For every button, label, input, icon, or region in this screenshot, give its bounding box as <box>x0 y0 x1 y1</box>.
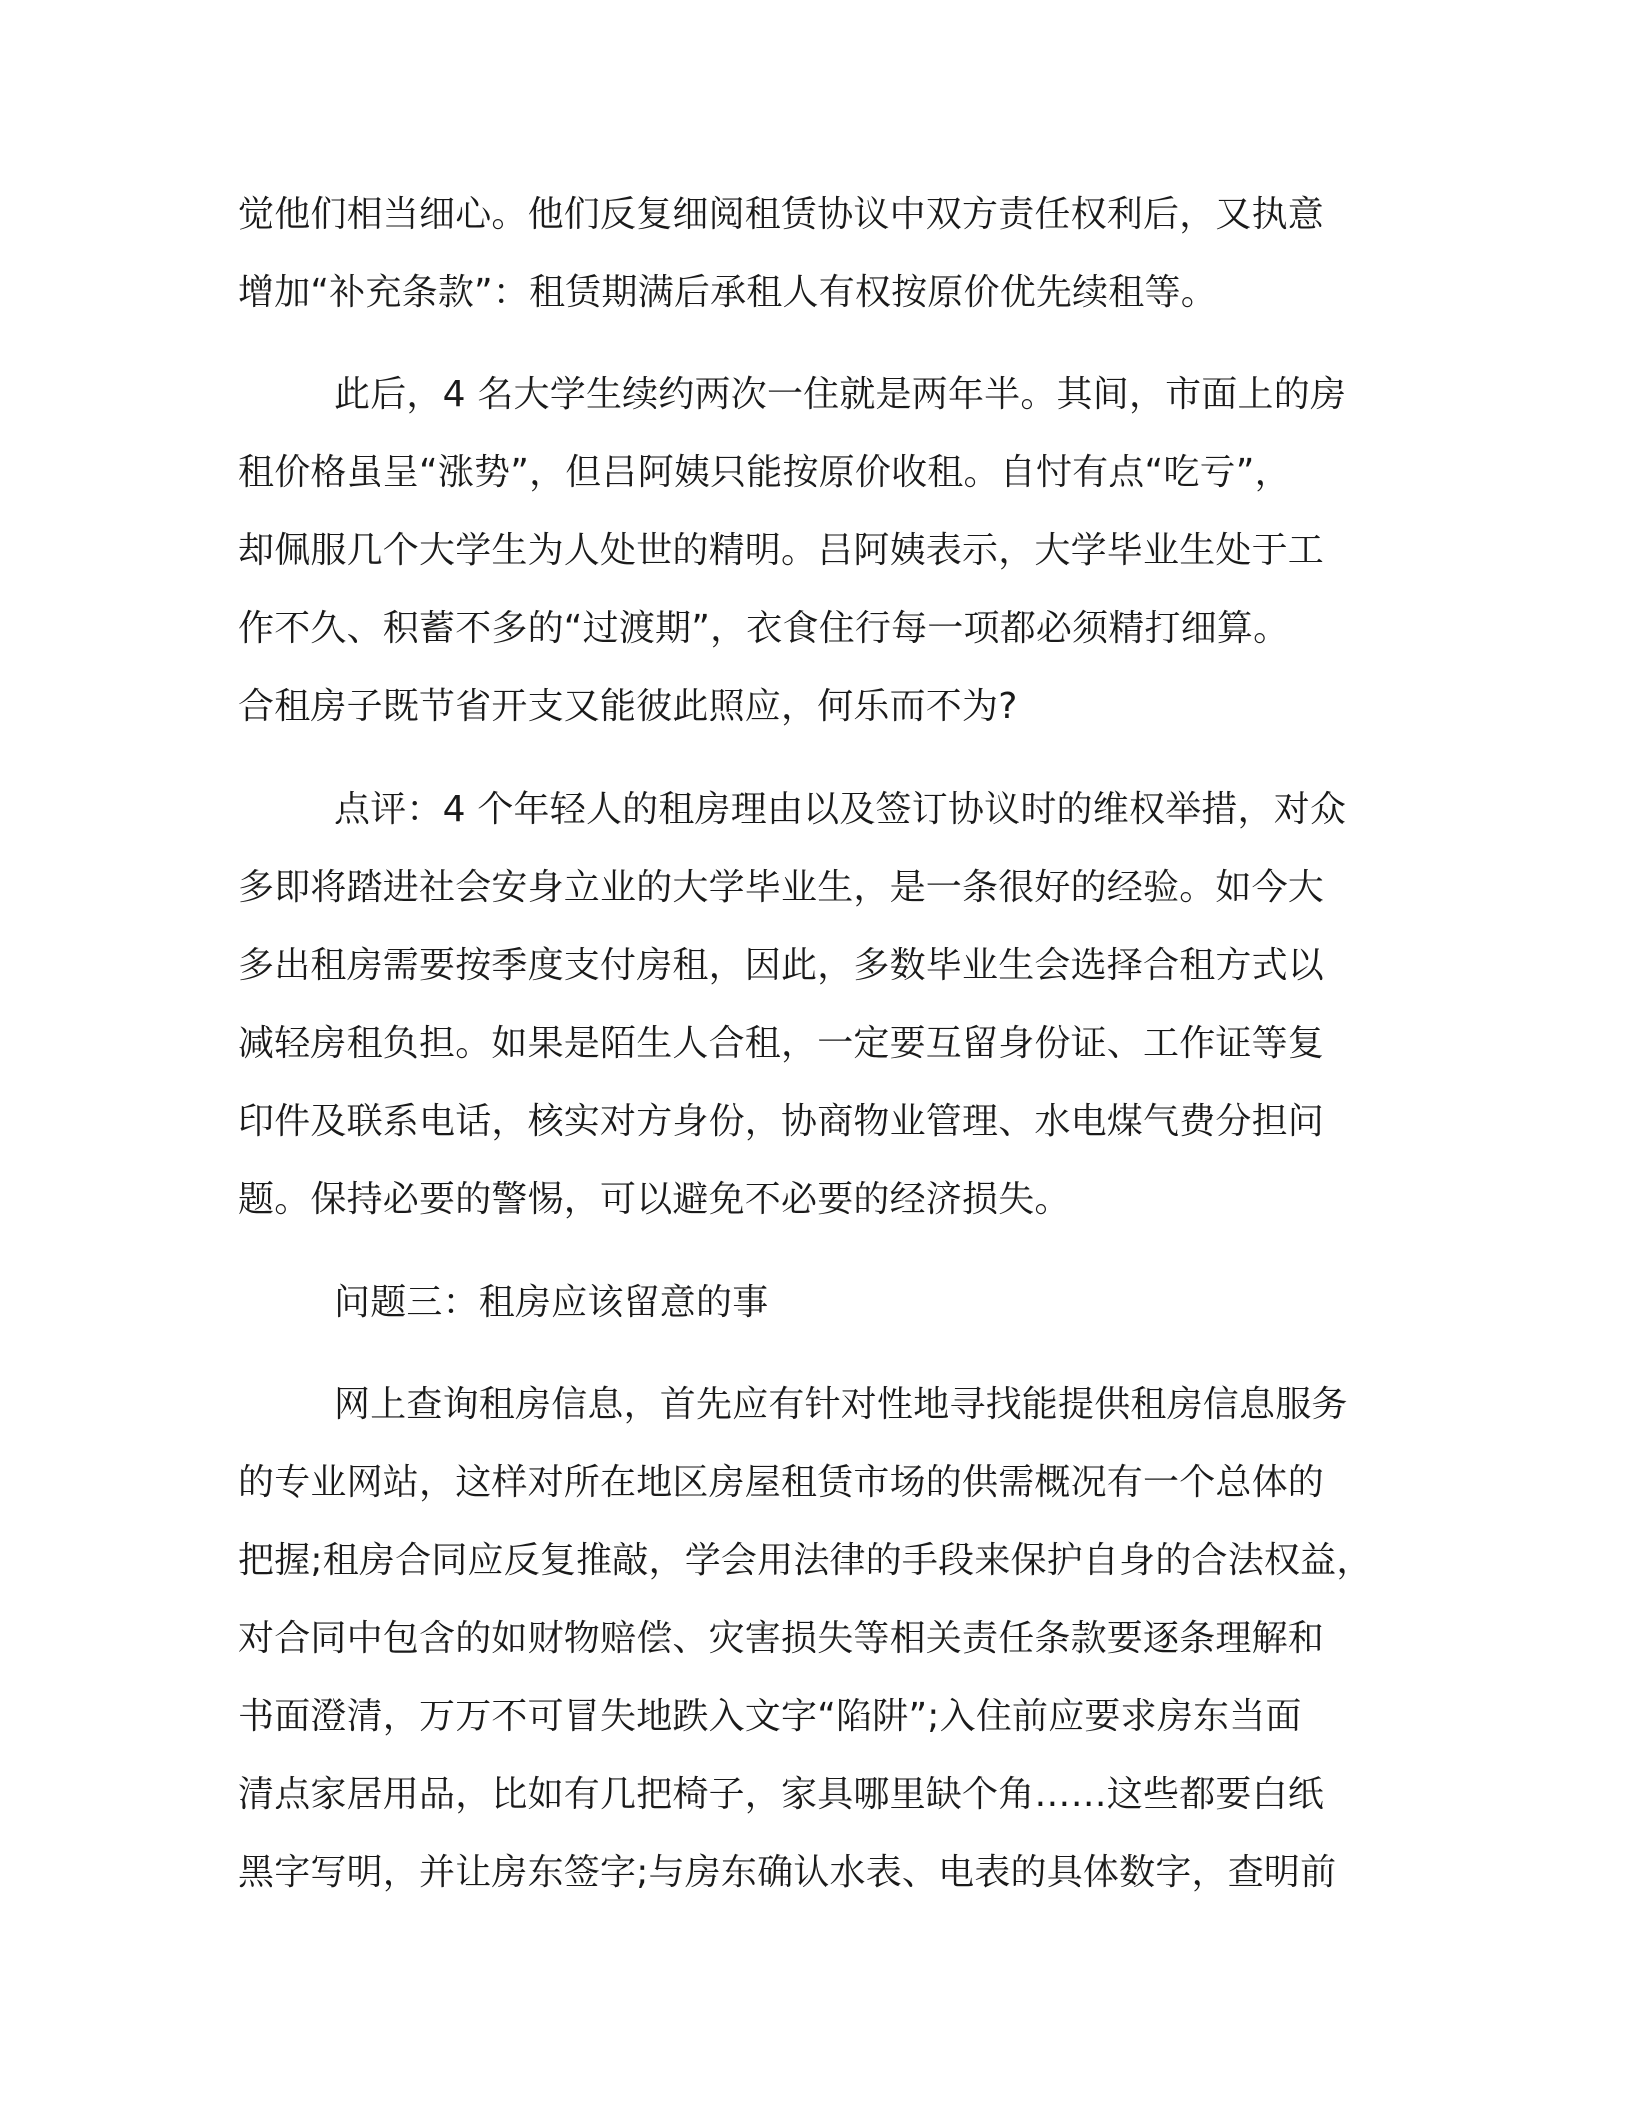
text-line: 的专业网站，这样对所在地区房屋租赁市场的供需概况有一个总体的 <box>238 1462 1325 1503</box>
text-line: 合租房子既节省开支又能彼此照应，何乐而不为? <box>238 686 1018 727</box>
text-line: 对合同中包含的如财物赔偿、灾害损失等相关责任条款要逐条理解和 <box>238 1618 1325 1659</box>
text-line: 把握;租房合同应反复推敲，学会用法律的手段来保护自身的合法权益， <box>238 1540 1373 1581</box>
text-line: 多即将踏进社会安身立业的大学毕业生，是一条很好的经验。如今大 <box>238 867 1325 908</box>
text-line: 题。保持必要的警惕，可以避免不必要的经济损失。 <box>238 1179 1071 1220</box>
text-line: 黑字写明，并让房东签字;与房东确认水表、电表的具体数字，查明前 <box>238 1852 1337 1893</box>
text-line: 觉他们相当细心。他们反复细阅租赁协议中双方责任权利后，又执意 <box>238 194 1325 235</box>
text-line: 减轻房租负担。如果是陌生人合租，一定要互留身份证、工作证等复 <box>238 1023 1325 1064</box>
text-line: 多出租房需要按季度支付房租，因此，多数毕业生会选择合租方式以 <box>238 945 1325 986</box>
text-line: 租价格虽呈“涨势”，但吕阿姨只能按原价收租。自忖有点“吃亏”， <box>238 452 1291 493</box>
text-line: 增加“补充条款”：租赁期满后承租人有权按原价优先续租等。 <box>238 272 1217 313</box>
heading-line: 问题三：租房应该留意的事 <box>334 1282 769 1323</box>
text-line: 清点家居用品，比如有几把椅子，家具哪里缺个角……这些都要白纸 <box>238 1774 1325 1815</box>
text-line: 却佩服几个大学生为人处世的精明。吕阿姨表示，大学毕业生处于工 <box>238 530 1325 571</box>
text-line: 印件及联系电话，核实对方身份，协商物业管理、水电煤气费分担问 <box>238 1101 1325 1142</box>
text-line: 书面澄清，万万不可冒失地跌入文字“陷阱”;入住前应要求房东当面 <box>238 1696 1302 1737</box>
text-line: 此后，4 名大学生续约两次一住就是两年半。其间，市面上的房 <box>334 374 1347 415</box>
text-line: 网上查询租房信息，首先应有针对性地寻找能提供租房信息服务 <box>334 1384 1348 1425</box>
text-line: 作不久、积蓄不多的“过渡期”，衣食住行每一项都必须精打细算。 <box>238 608 1290 649</box>
text-line: 点评：4 个年轻人的租房理由以及签订协议时的维权举措，对众 <box>334 789 1347 830</box>
